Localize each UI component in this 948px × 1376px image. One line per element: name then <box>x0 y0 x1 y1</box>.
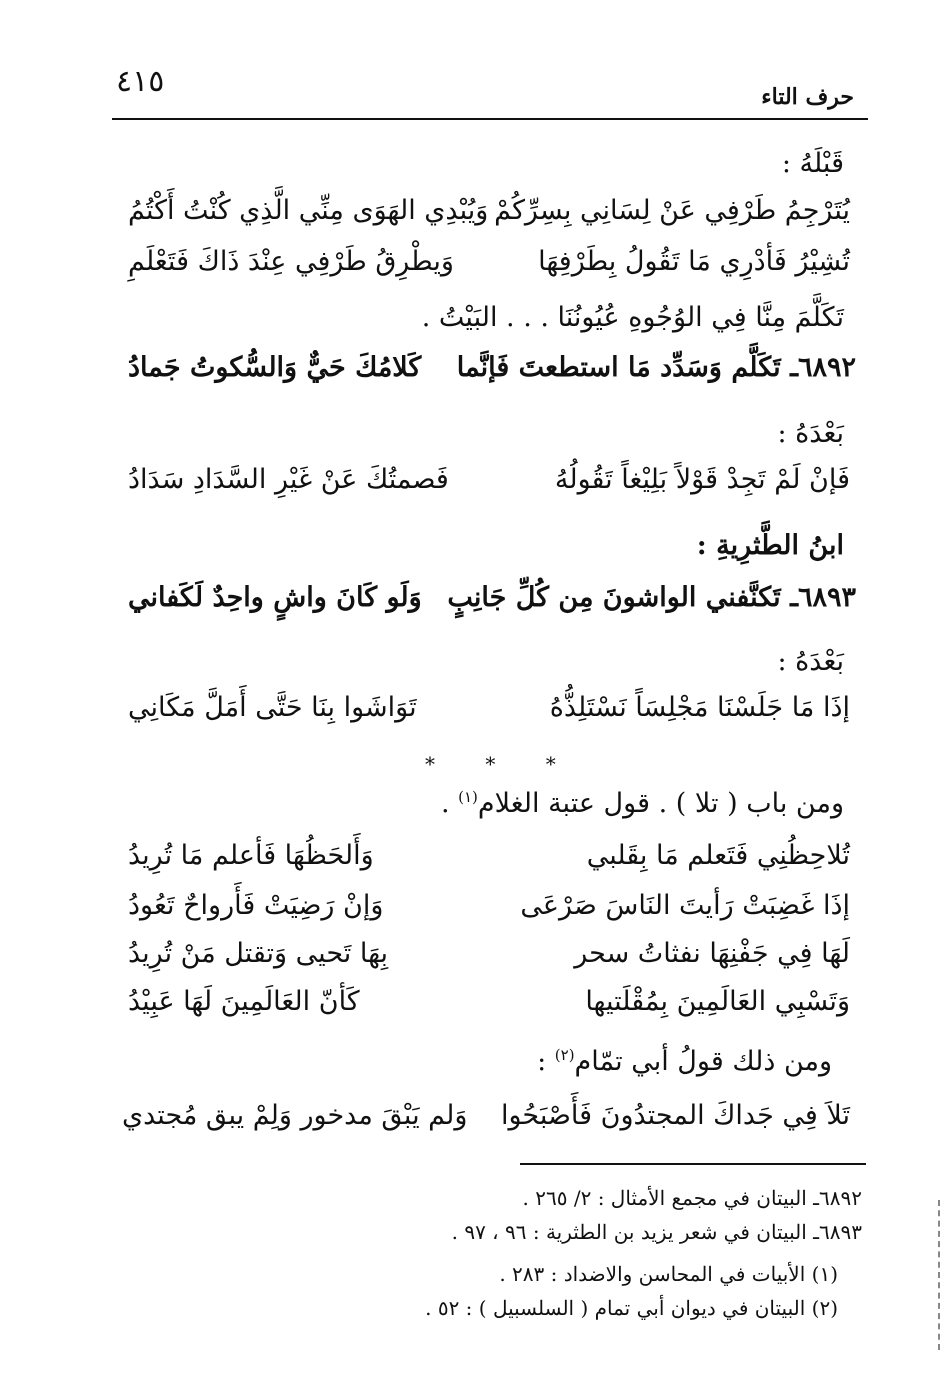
verse-9-second-hemistich: وَلم يَبْقَ مدخور وَلِمْ يبق مُجتدي <box>122 1100 468 1131</box>
running-title: حرف التاء <box>761 84 854 110</box>
section-heading-period: . <box>440 788 450 819</box>
intro-before-label: قَبْلَهُ : <box>781 148 844 179</box>
verse-1-second-hemistich: وَيُبْدِي الهَوَى مِنِّي الَّذِي كُنْتُ أَكْتُمُ <box>128 195 489 226</box>
verse-1-first-hemistich: يُتَرْجِمُ طَرْفِي عَنْ لِسَانِي بِسِرِّكُمْ <box>494 195 850 226</box>
section-heading-abu-tammam <box>537 1046 832 1077</box>
verse-2-first-hemistich: تُشِيْرُ فَأدْرِي مَا تَقُولُ بِطَرْفِهَا <box>538 246 850 277</box>
footnote-6892: ٦٨٩٢ـ البيتان في مجمع الأمثال : ٢/ ٢٦٥ . <box>522 1186 862 1210</box>
verse-4-first-hemistich: إذَا مَا جَلَسْنَا مَجْلِسَاً نَسْتَلِذُّهُ <box>549 692 850 723</box>
section-heading-text: ومن باب ( تلا ) . قول عتبة الغلام <box>477 788 844 819</box>
page-edge-marks <box>938 1200 943 1350</box>
after-label-1: بَعْدَهُ : <box>777 418 844 449</box>
verse-6-first-hemistich: إذَا غَضِبَتْ رَأيتَ النَاسَ صَرْعَى <box>520 890 850 921</box>
after-label-2: بَعْدَهُ : <box>777 646 844 677</box>
verse-9-first-hemistich: تَلاَ فِي جَداكَ المجتدُونَ فَأَصْبَحُوا <box>500 1100 850 1131</box>
verse-fragment-line: تَكَلَّمَ مِنَّا فِي الوُجُوهِ عُيُونُنَا . . . البَيْتُ . <box>421 302 844 333</box>
verse-5-second-hemistich: وَأَلحَظُهَا فَأعلم مَا تُرِيدُ <box>128 840 374 871</box>
footnote-6893: ٦٨٩٣ـ البيتان في شعر يزيد بن الطثرية : ٩٦ ، ٩٧ . <box>451 1220 862 1244</box>
verse-7-second-hemistich: بِهَا تَحيى وَتقتل مَنْ تُرِيدُ <box>128 938 389 969</box>
verse-6893-first-hemistich: ٦٨٩٣ـ تَكنَّفني الواشونَ مِن كُلِّ جَانِبٍ <box>447 582 856 613</box>
verse-6-second-hemistich: وَإنْ رَضِيَتْ فَأَرواحٌ تَعُودُ <box>128 890 384 921</box>
footnote-ref-2: (٢) <box>554 1046 575 1064</box>
page-number: ٤١٥ <box>116 64 165 99</box>
verse-4-second-hemistich: تَوَاشَوا بِنَا حَتَّى أَمَلَّ مَكَانِي <box>128 692 417 723</box>
verse-6893-second-hemistich: وَلَو كَانَ واشٍ واحِدٌ لَكَفاني <box>128 582 422 613</box>
verse-7-first-hemistich: لَهَا فِي جَفْنِهَا نفثاتُ سحر <box>574 938 850 969</box>
verse-8-second-hemistich: كَأنّ العَالَمِينَ لَهَا عَبِيْدُ <box>128 986 360 1017</box>
footnote-rule <box>520 1163 866 1165</box>
section-divider-stars: * * * <box>425 752 578 776</box>
verse-6892-first-hemistich: ٦٨٩٢ـ تَكَلَّم وَسَدِّد مَا استطعتَ فَإنَّما <box>456 352 856 383</box>
poet-name-ibn-al-tathriya: ابنُ الطَّثرِيةِ : <box>696 530 844 561</box>
verse-6892-second-hemistich: كَلامُكَ حَيٌّ وَالسُّكوتُ جَمادُ <box>128 352 422 383</box>
header-rule <box>112 118 868 120</box>
section-heading-tala <box>441 788 844 819</box>
footnote-ref-1: (١) <box>458 788 478 806</box>
footnote-2: (٢) البيتان في ديوان أبي تمام ( السلسبيل ) : ٥٢ . <box>425 1296 838 1320</box>
abu-tammam-heading-colon: : <box>537 1046 547 1077</box>
abu-tammam-heading-text: ومن ذلك قولُ أبي تمّام <box>574 1046 832 1077</box>
verse-8-first-hemistich: وَتَسْبِي العَالَمِينَ بِمُقْلَتيها <box>585 986 850 1017</box>
verse-3-first-hemistich: فَإنْ لَمْ تَجِدْ قَوْلاً بَلِيْغاً تَقُولُهُ <box>554 464 850 495</box>
verse-3-second-hemistich: فَصمتُكَ عَنْ غَيْرِ السَّدَادِ سَدَادُ <box>128 464 449 495</box>
verse-5-first-hemistich: تُلاحِظُنِي فَتَعلم مَا بِقَلبي <box>586 840 850 871</box>
verse-2-second-hemistich: وَيطْرِقُ طَرْفِي عِنْدَ ذَاكَ فَتَعْلَمِ <box>128 246 454 277</box>
footnote-1: (١) الأبيات في المحاسن والاضداد : ٢٨٣ . <box>499 1262 838 1286</box>
